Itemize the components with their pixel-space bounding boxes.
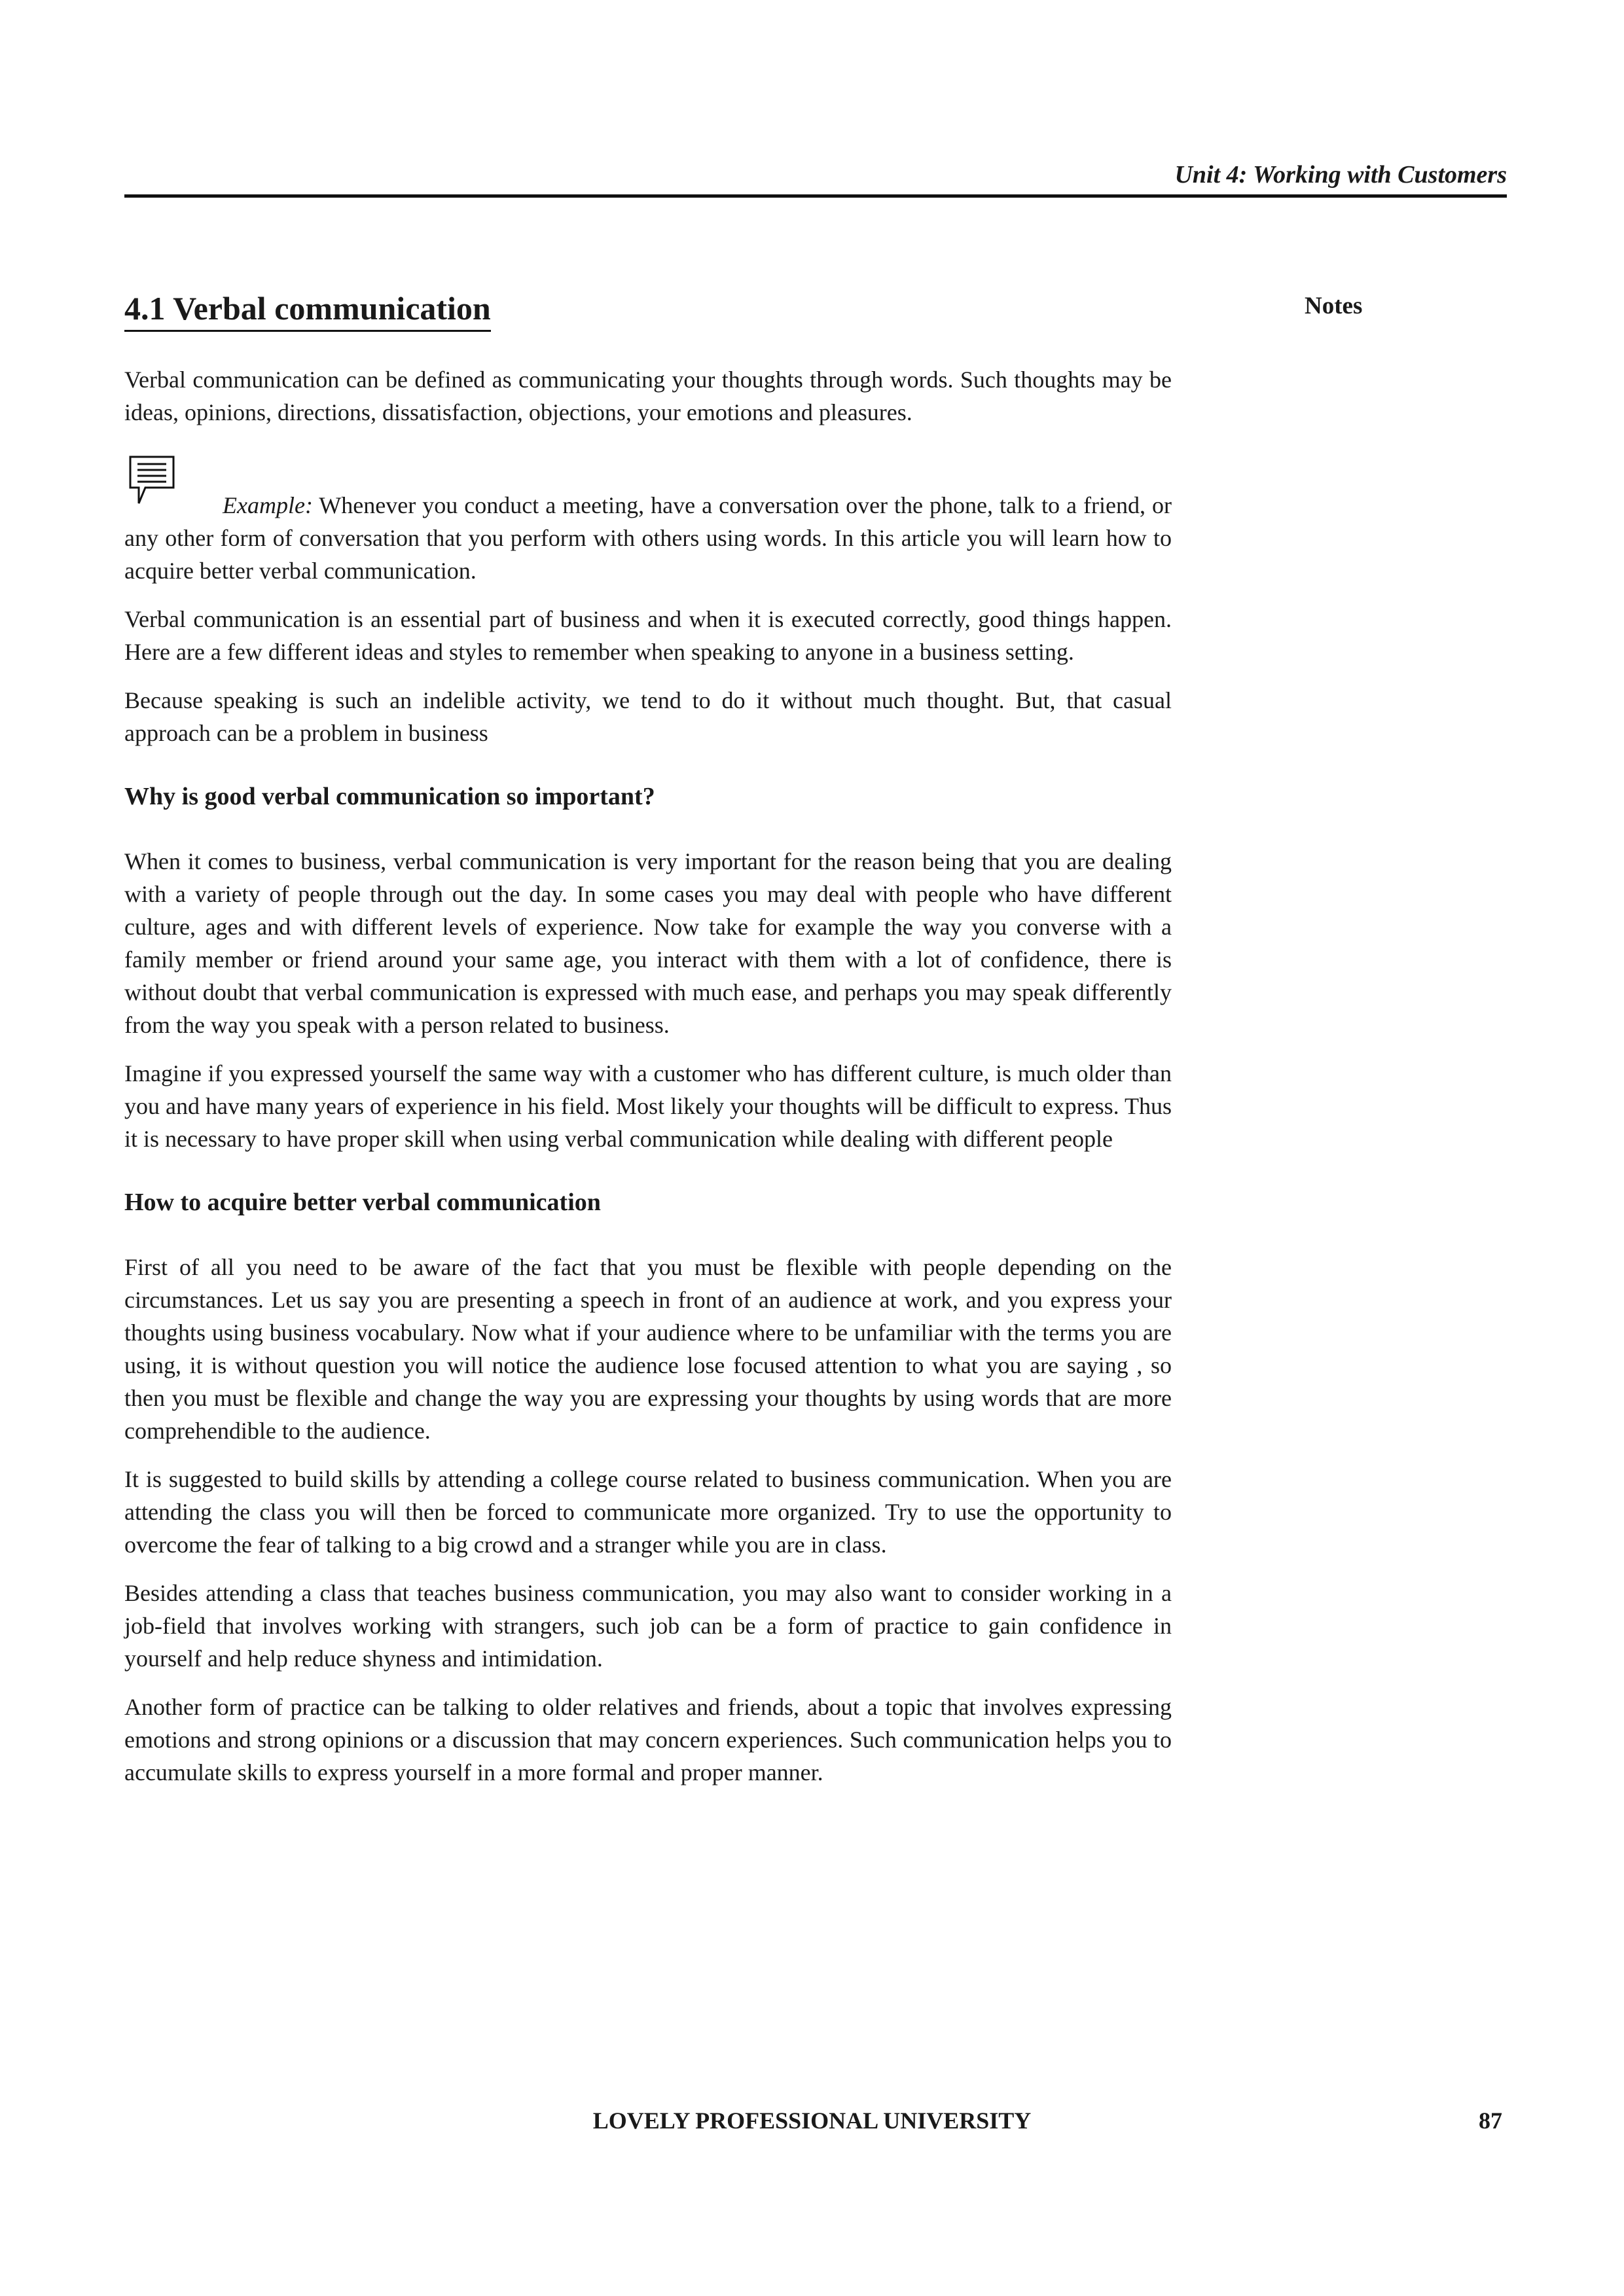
how-to-acquire-paragraph-4: Another form of practice can be talking to older relatives and friends, about a topic that involves expressing emotions and strong opinions or a discussion that may concern experiences. Such communication helps you to accumulate skills to express yourself in a more formal and proper manner. <box>124 1694 1172 1785</box>
how-to-acquire-paragraph-3: Besides attending a class that teaches business communication, you may also want to consider working in a job-field that involves working with strangers, such job can be a form of practice to gain confidence in yourself and help reduce shyness and intimidation. <box>124 1580 1172 1672</box>
paragraph-casual-approach: Because speaking is such an indelible activity, we tend to do it without much thought. But, that casual approach can be a problem in business <box>124 687 1172 746</box>
page-number: 87 <box>1479 2108 1502 2134</box>
how-to-acquire-heading: How to acquire better verbal communication <box>124 1189 601 1216</box>
example-text: Whenever you conduct a meeting, have a conversation over the phone, talk to a friend, or any other form of conversation that you perform with others using words. In this article you will learn how to acquire better verbal communication. <box>124 492 1172 584</box>
unit-title: Unit 4: Working with Customers <box>1174 161 1507 188</box>
intro-paragraph: Verbal communication can be defined as communicating your thoughts through words. Such thoughts may be ideas, opinions, directions, dissatisfaction, objections, your emotions and pleasures. <box>124 367 1172 425</box>
why-important-heading: Why is good verbal communication so important? <box>124 783 655 810</box>
page-content <box>124 288 1172 1789</box>
page-footer <box>0 2104 1624 2137</box>
paragraph-business-setting: Verbal communication is an essential part of business and when it is executed correctly, good things happen. Here are a few different ideas and styles to remember when speaking to anyone in a business setting. <box>124 606 1172 665</box>
example-paragraph <box>124 489 1172 587</box>
example-note-icon <box>128 455 175 506</box>
how-to-acquire-paragraph-2: It is suggested to build skills by attending a college course related to business communication. When you are attending the class you will then be forced to communicate more organized. Try to use the opportunity to overcome the fear of talking to a big crowd and a stranger while you are in class. <box>124 1466 1172 1558</box>
why-important-paragraph-1: When it comes to business, verbal communication is very important for the reason being that you are dealing with a variety of people through out the day. In some cases you may deal with people who have different culture, ages and with different levels of experience. Now take for example the way you converse with a family member or friend around your same age, you interact with them with a lot of confidence, there is without doubt that verbal communication is expressed with much ease, and perhaps you may speak differently from the way you speak with a person related to business. <box>124 848 1172 1038</box>
example-block <box>124 455 1172 587</box>
why-important-paragraph-2: Imagine if you expressed yourself the same way with a customer who has different culture, is much older than you and have many years of experience in his field. Most likely your thoughts will be difficult to express. Thus it is necessary to have proper skill when using verbal communication while dealing with different people <box>124 1060 1172 1152</box>
running-header <box>124 160 1507 198</box>
margin-notes-label: Notes <box>1305 293 1363 319</box>
footer-university: LOVELY PROFESSIONAL UNIVERSITY <box>592 2108 1032 2134</box>
section-title: 4.1 Verbal communication <box>124 288 491 332</box>
example-label: Example: <box>223 492 313 518</box>
how-to-acquire-paragraph-1: First of all you need to be aware of the fact that you must be flexible with people depending on the circumstances. Let us say you are presenting a speech in front of an audience at work, and you express your thoughts using business vocabulary. Now what if your audience where to be unfamiliar with the terms you are using, it is without question you will notice the audience lose focused attention to what you are saying , so then you must be flexible and change the way you are expressing your thoughts by using words that are more comprehendible to the audience. <box>124 1254 1172 1444</box>
